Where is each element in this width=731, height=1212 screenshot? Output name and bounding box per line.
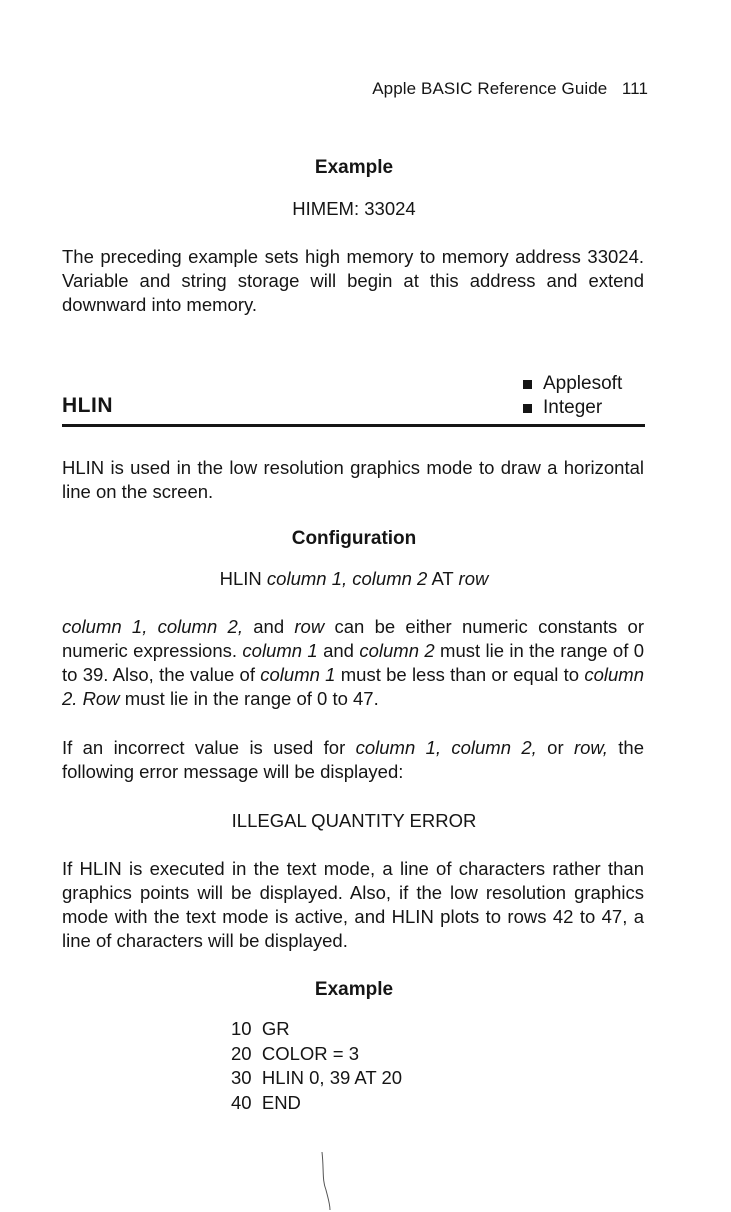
example-heading-2: Example (314, 979, 394, 1000)
section-intro: HLIN is used in the low resolution graphics mode to draw a horizontal line on the screen. (62, 457, 644, 502)
example-program (231, 1017, 402, 1115)
param-column1: column 1 (242, 640, 318, 661)
dialect-list (523, 372, 622, 420)
error-text: the following error message will be displayed: (62, 737, 644, 782)
bullet-icon (523, 404, 532, 413)
syntax-at: AT (431, 568, 454, 589)
line-statement: GR (261, 1018, 290, 1039)
syntax-row: row (458, 568, 489, 589)
param-text: must lie in the range of 0 to 47. (119, 688, 379, 709)
param-column1: column 1 (260, 664, 336, 685)
param-text: and (317, 640, 360, 661)
parameters-paragraph (62, 615, 644, 711)
param-text: must be less than or equal to (335, 664, 585, 685)
syntax-keyword: HLIN (219, 568, 262, 589)
section-title: HLIN (62, 394, 113, 417)
line-statement: END (261, 1091, 301, 1113)
param-text: and (242, 616, 295, 637)
dialect-item (523, 396, 622, 420)
line-statement: HLIN 0, 39 AT 20 (261, 1067, 403, 1088)
program-line (231, 1042, 402, 1067)
error-text: If an incorrect value is used for (62, 737, 356, 758)
param-text: must lie in the range of 0 to 39. Also, the value of (62, 640, 645, 685)
line-number: 10 (231, 1018, 252, 1039)
dialect-label: Integer (543, 397, 603, 418)
dialect-item (523, 372, 622, 396)
error-text: or (536, 737, 574, 758)
line-number: 40 (231, 1091, 252, 1113)
program-line (231, 1066, 402, 1091)
error-paragraph (62, 736, 644, 784)
example-description: The preceding example sets high memory to memory address 33024. Variable and string storage will begin at this address and extend downward into memory. (62, 246, 644, 315)
text-mode-paragraph: If HLIN is executed in the text mode, a line of characters rather than graphics points will be displayed. Also, if the low resolution graphics mode with the text mode is active, and HLIN plots to rows 42 to 47, a line of characters will be displayed. (62, 858, 644, 951)
page-number: 111 (621, 79, 648, 98)
line-statement: COLOR = 3 (261, 1042, 360, 1064)
error-args: column 1, column 2, (355, 737, 537, 758)
param-column2-row: column 2. Row (62, 664, 644, 709)
program-line (231, 1017, 402, 1042)
example-code-himem: HIMEM: 33024 (292, 198, 416, 219)
param-text: can be either numeric constants or numeric expressions. (62, 616, 644, 661)
error-message: ILLEGAL QUANTITY ERROR (231, 810, 477, 831)
param-column2: column 2 (359, 640, 435, 661)
line-number: 30 (231, 1067, 252, 1088)
configuration-heading: Configuration (291, 528, 417, 549)
line-number: 20 (231, 1042, 252, 1064)
error-row: row, (573, 737, 608, 758)
bullet-icon (523, 380, 532, 389)
program-line (231, 1091, 402, 1116)
syntax-columns: column 1, column 2 (266, 568, 428, 589)
param-columns: column 1, column 2, (62, 616, 243, 637)
dialect-label: Applesoft (543, 373, 623, 394)
example-heading-1: Example (314, 157, 394, 178)
running-header (62, 79, 648, 99)
running-title: Apple BASIC Reference Guide (372, 79, 608, 98)
section-divider (62, 424, 645, 427)
scan-mark-icon (318, 1150, 338, 1212)
param-row: row (294, 616, 325, 637)
configuration-syntax (62, 568, 646, 590)
